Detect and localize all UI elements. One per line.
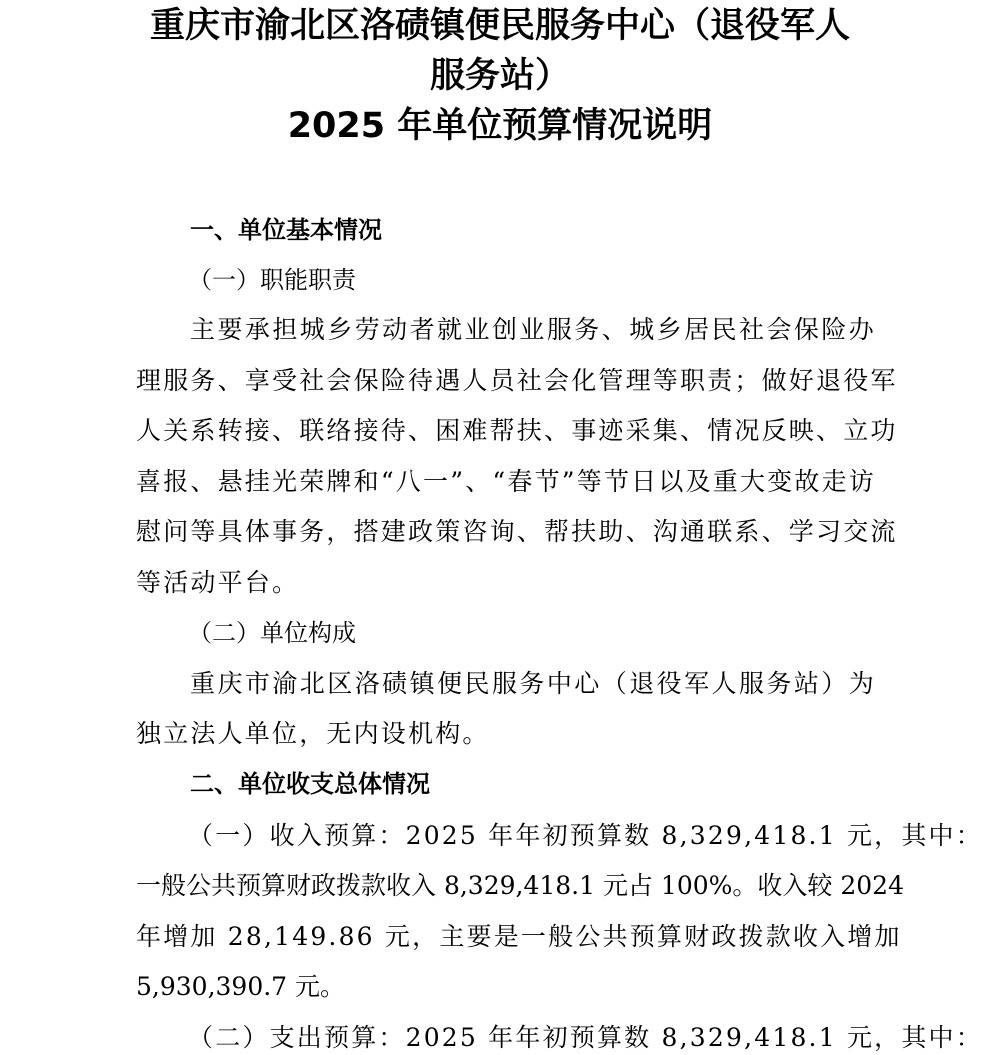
document-title-line-3: 2025 年单位预算情况说明 bbox=[287, 106, 713, 146]
section-2-2-paragraph-line: （二）支出预算：2025 年年初预算数 8,329,418.1 元，其中： bbox=[188, 1023, 983, 1052]
section-2-1-paragraph-line: 5,930,390.7 元。 bbox=[136, 972, 346, 1001]
section-1-heading: 一、单位基本情况 bbox=[190, 216, 382, 244]
section-2-1-paragraph-line: 年增加 28,149.86 元，主要是一般公共预算财政拨款收入增加 bbox=[136, 922, 902, 951]
section-1-1-paragraph-line: 主要承担城乡劳动者就业创业服务、城乡居民社会保险办 bbox=[190, 315, 876, 344]
document-title-line-2: 服务站） bbox=[429, 56, 570, 96]
section-2-heading: 二、单位收支总体情况 bbox=[190, 770, 430, 798]
section-1-1-heading: （一）职能职责 bbox=[188, 266, 356, 294]
section-1-1-paragraph-line: 喜报、悬挂光荣牌和“八一”、“春节”等节日以及重大变故走访 bbox=[136, 467, 876, 496]
section-2-1-paragraph-line: （一）收入预算：2025 年年初预算数 8,329,418.1 元，其中： bbox=[188, 821, 983, 850]
section-2-1-paragraph-line: 一般公共预算财政拨款收入 8,329,418.1 元占 100%。收入较 2024 bbox=[136, 871, 904, 900]
document-title-line-1: 重庆市渝北区洛碛镇便民服务中心（退役军人 bbox=[149, 6, 850, 46]
section-1-2-heading: （二）单位构成 bbox=[188, 619, 356, 647]
section-1-1-paragraph-line: 等活动平台。 bbox=[136, 568, 300, 597]
section-1-1-paragraph-line: 人关系转接、联络接待、困难帮扶、事迹采集、情况反映、立功 bbox=[136, 416, 898, 445]
section-1-2-paragraph-line: 独立法人单位，无内设机构。 bbox=[136, 719, 490, 748]
section-1-1-paragraph-line: 理服务、享受社会保险待遇人员社会化管理等职责；做好退役军 bbox=[136, 366, 898, 395]
section-1-2-paragraph-line: 重庆市渝北区洛碛镇便民服务中心（退役军人服务站）为 bbox=[190, 669, 876, 698]
section-1-1-paragraph-line: 慰问等具体事务，搭建政策咨询、帮扶助、沟通联系、学习交流 bbox=[136, 517, 898, 546]
